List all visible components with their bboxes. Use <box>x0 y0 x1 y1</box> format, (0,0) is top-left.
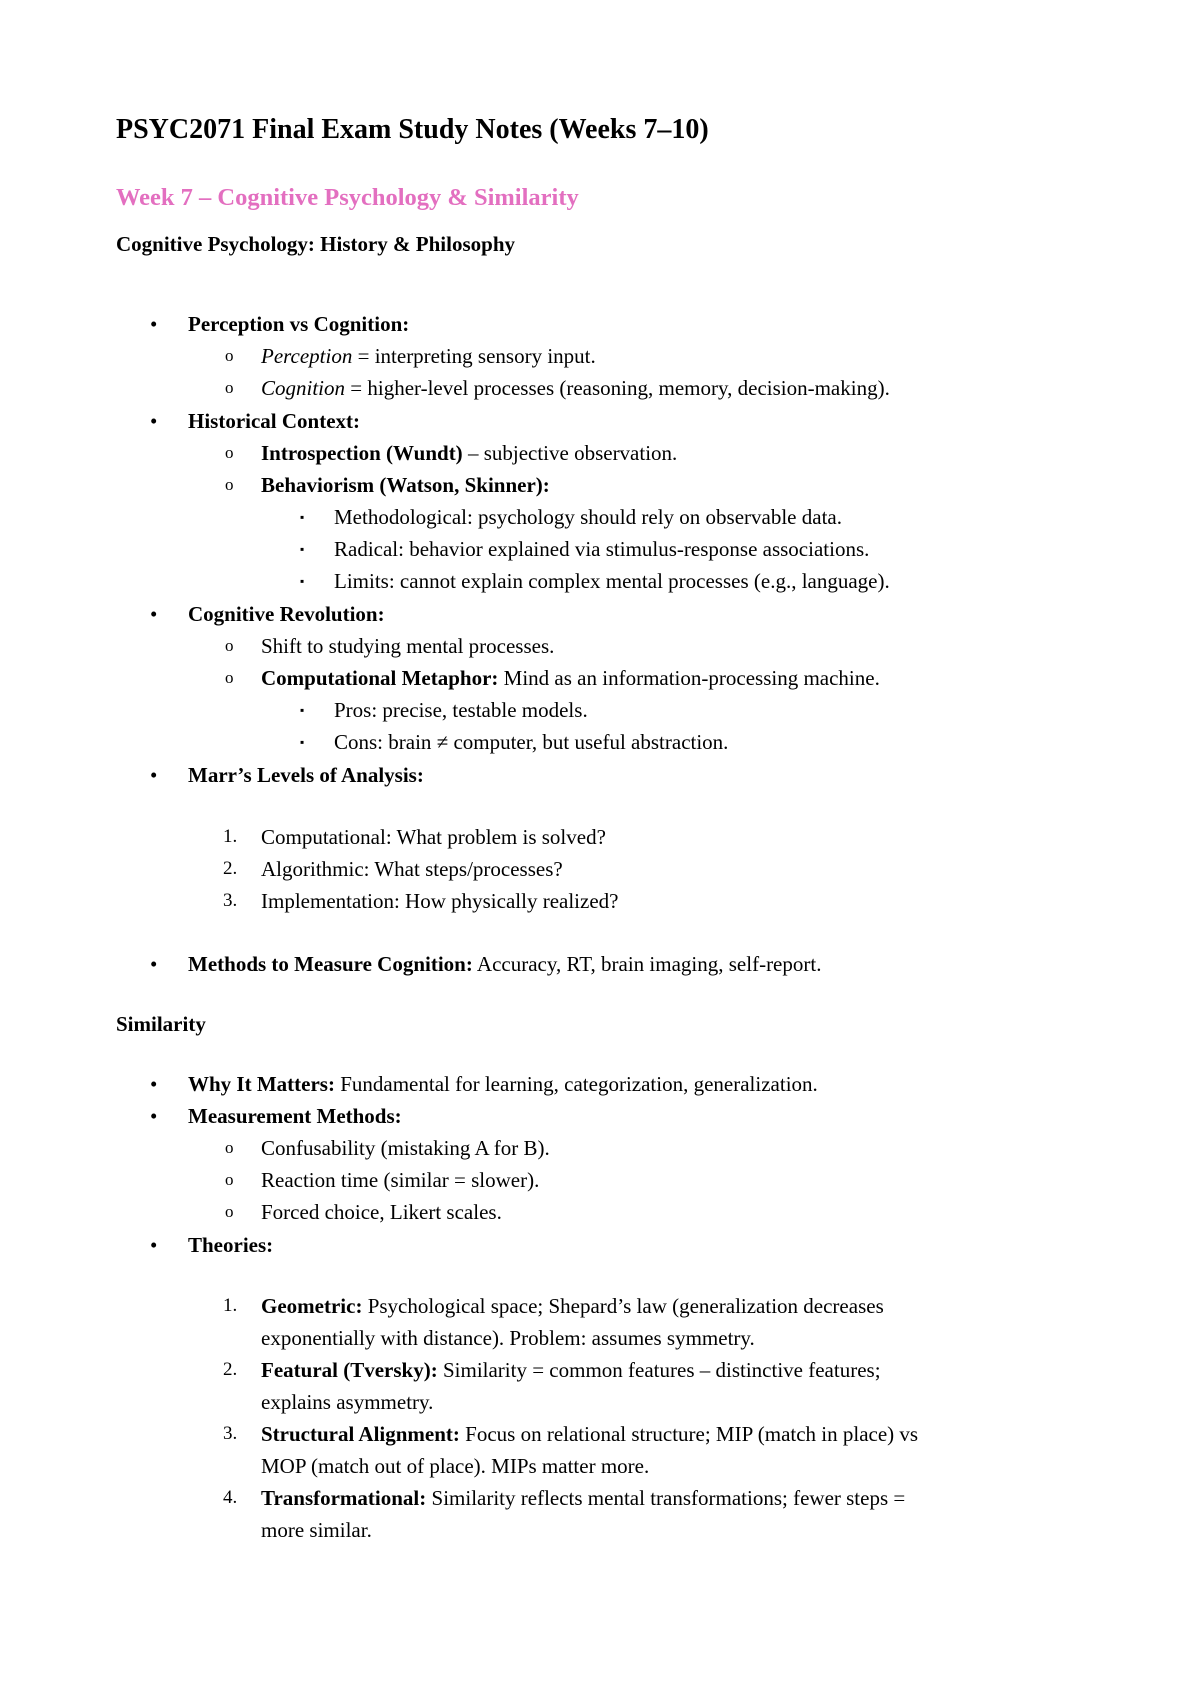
sub-sub-item-radical <box>300 537 870 561</box>
item-label: Marr’s Levels of Analysis: <box>188 763 424 787</box>
numbered-item-structural-alignment-continued: MOP (match out of place). MIPs matter more. <box>261 1454 650 1478</box>
item-text-line-1: Similarity reflects mental transformations; fewer steps = <box>426 1486 906 1510</box>
sub-item-behaviorism <box>225 473 550 497</box>
item-label: Geometric: <box>261 1294 363 1318</box>
bullet-marker: • <box>150 1104 158 1128</box>
circle-marker: o <box>225 346 234 365</box>
numbered-item-featural-continued: explains asymmetry. <box>261 1390 434 1414</box>
list-item-cognitive-revolution <box>150 602 385 626</box>
item-text: Pros: precise, testable models. <box>334 698 588 722</box>
numbered-item-geometric <box>223 1294 884 1318</box>
circle-marker: o <box>225 378 234 397</box>
square-marker: ▪ <box>300 542 305 556</box>
item-text: Radical: behavior explained via stimulus-response associations. <box>334 537 870 561</box>
item-text: Cons: brain ≠ computer, but useful abstraction. <box>334 730 729 754</box>
sub-sub-item-methodological <box>300 505 842 529</box>
circle-marker: o <box>225 1202 234 1221</box>
list-item-theories <box>150 1233 274 1257</box>
item-text: Computational: What problem is solved? <box>261 825 606 849</box>
number-marker: 3. <box>223 890 238 911</box>
document-title: PSYC2071 Final Exam Study Notes (Weeks 7–10) <box>116 114 709 145</box>
item-text: – subjective observation. <box>462 441 678 465</box>
item-label: Perception vs Cognition: <box>188 312 410 336</box>
item-label: Computational Metaphor: <box>261 666 499 690</box>
item-text: Limits: cannot explain complex mental processes (e.g., language). <box>334 569 890 593</box>
circle-marker: o <box>225 1138 234 1157</box>
circle-marker: o <box>225 668 234 687</box>
bullet-marker: • <box>150 409 158 433</box>
section-heading-similarity: Similarity <box>116 1012 206 1036</box>
sub-sub-item-cons <box>300 730 729 754</box>
item-text: Implementation: How physically realized? <box>261 889 619 913</box>
item-label: Theories: <box>188 1233 274 1257</box>
circle-marker: o <box>225 636 234 655</box>
circle-marker: o <box>225 475 234 494</box>
sub-item-computational-metaphor <box>225 666 880 690</box>
sub-sub-item-pros <box>300 698 588 722</box>
sub-item-perception <box>225 344 596 368</box>
item-text: Shift to studying mental processes. <box>261 634 555 658</box>
number-marker: 2. <box>223 858 238 879</box>
list-item-historical-context <box>150 409 361 433</box>
sub-item-cognition <box>225 376 890 400</box>
term-cognition: Cognition <box>261 376 346 400</box>
numbered-item-geometric-continued: exponentially with distance). Problem: assumes symmetry. <box>261 1326 755 1350</box>
bullet-marker: • <box>150 763 158 787</box>
numbered-item-featural <box>223 1358 881 1382</box>
list-item-why-it-matters <box>150 1072 818 1096</box>
bullet-marker: • <box>150 1233 158 1257</box>
item-text: Methodological: psychology should rely on observable data. <box>334 505 842 529</box>
list-item-marrs-levels <box>150 763 424 787</box>
circle-marker: o <box>225 1170 234 1189</box>
sub-item-shift <box>225 634 555 658</box>
numbered-item-transformational-continued: more similar. <box>261 1518 372 1542</box>
item-text: Fundamental for learning, categorization, generalization. <box>334 1072 818 1096</box>
circle-marker: o <box>225 443 234 462</box>
number-marker: 1. <box>223 826 238 847</box>
item-text-line-1: Psychological space; Shepard’s law (generalization decreases <box>362 1294 884 1318</box>
numbered-item-transformational <box>223 1486 906 1510</box>
square-marker: ▪ <box>300 574 305 588</box>
item-label: Introspection (Wundt) <box>261 441 463 465</box>
item-label: Why It Matters: <box>188 1072 335 1096</box>
definition-cognition: = higher-level processes (reasoning, memory, decision-making). <box>345 376 890 400</box>
item-label: Measurement Methods: <box>188 1104 402 1128</box>
item-label: Historical Context: <box>188 409 361 433</box>
sub-item-introspection <box>225 441 678 465</box>
list-item-perception-vs-cognition <box>150 312 410 336</box>
item-text: Forced choice, Likert scales. <box>261 1200 502 1224</box>
item-label: Structural Alignment: <box>261 1422 460 1446</box>
item-text: Reaction time (similar = slower). <box>261 1168 540 1192</box>
sub-item-confusability <box>225 1136 550 1160</box>
item-text: Accuracy, RT, brain imaging, self-report. <box>472 952 822 976</box>
square-marker: ▪ <box>300 703 305 717</box>
definition-perception: = interpreting sensory input. <box>352 344 596 368</box>
bullet-marker: • <box>150 1072 158 1096</box>
item-text: Algorithmic: What steps/processes? <box>261 857 563 881</box>
numbered-item-algorithmic <box>223 857 563 881</box>
numbered-item-implementation <box>223 889 619 913</box>
bullet-marker: • <box>150 312 158 336</box>
sub-item-reaction-time <box>225 1168 540 1192</box>
number-marker: 4. <box>223 1487 238 1508</box>
number-marker: 1. <box>223 1295 238 1316</box>
sub-item-forced-choice <box>225 1200 502 1224</box>
item-label: Methods to Measure Cognition: <box>188 952 473 976</box>
numbered-item-structural-alignment <box>223 1422 919 1446</box>
sub-sub-item-limits <box>300 569 890 593</box>
square-marker: ▪ <box>300 510 305 524</box>
bullet-marker: • <box>150 952 158 976</box>
term-perception: Perception <box>261 344 353 368</box>
list-item-measurement-methods <box>150 1104 402 1128</box>
numbered-item-computational <box>223 825 606 849</box>
bullet-marker: • <box>150 602 158 626</box>
week-7-heading: Week 7 – Cognitive Psychology & Similarity <box>116 184 579 211</box>
item-text-line-1: Similarity = common features – distinctive features; <box>437 1358 881 1382</box>
list-item-methods <box>150 952 822 976</box>
item-label: Featural (Tversky): <box>261 1358 438 1382</box>
item-label: Transformational: <box>261 1486 427 1510</box>
item-label: Behaviorism (Watson, Skinner): <box>261 473 550 497</box>
item-label: Cognitive Revolution: <box>188 602 385 626</box>
item-text: Mind as an information-processing machine. <box>498 666 880 690</box>
item-text: Confusability (mistaking A for B). <box>261 1136 550 1160</box>
item-text-line-1: Focus on relational structure; MIP (match in place) vs <box>459 1422 919 1446</box>
number-marker: 3. <box>223 1423 238 1444</box>
square-marker: ▪ <box>300 735 305 749</box>
section-heading-cognitive-psychology: Cognitive Psychology: History & Philosophy <box>116 232 516 256</box>
number-marker: 2. <box>223 1359 238 1380</box>
